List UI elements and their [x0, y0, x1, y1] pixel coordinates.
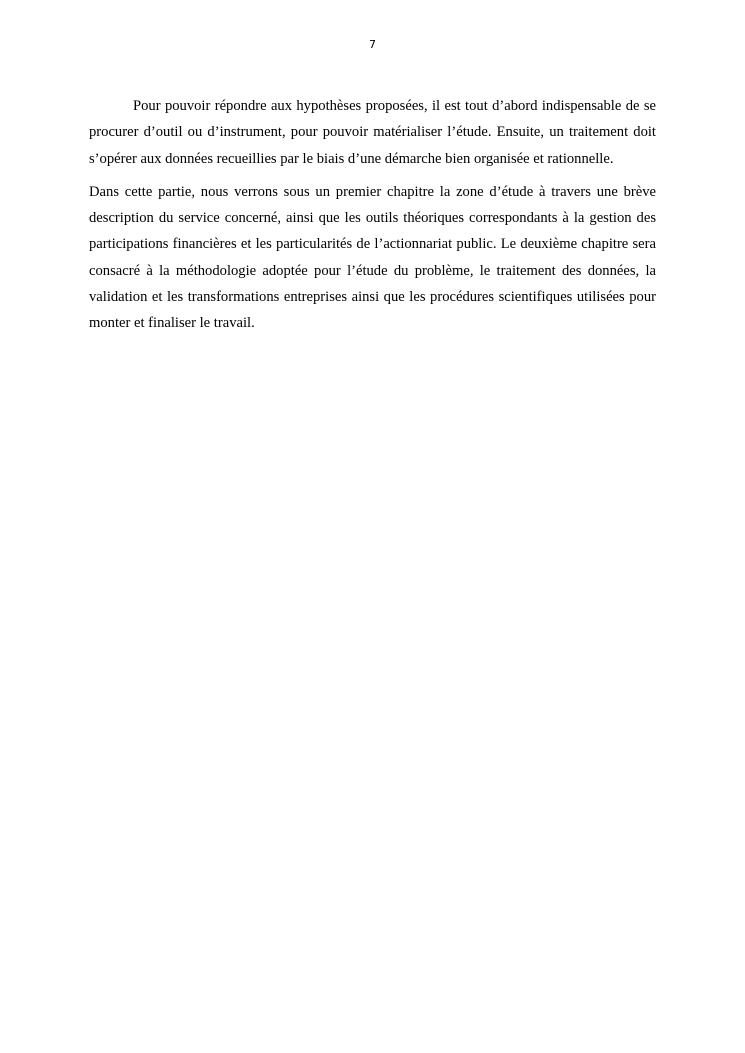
page-number: 7 — [369, 38, 376, 51]
paragraph-introduction: Pour pouvoir répondre aux hypothèses proposées, il est tout d’abord indispensable de se procurer d’outil ou d’instrument, pour pouvoir matérialiser l’étude. Ensuite, un traitement doit s’opérer aux données recueillies par le biais d’une démarche bien organisée et rationnelle. — [89, 98, 656, 167]
body-text — [89, 93, 656, 337]
paragraph-part-overview: Dans cette partie, nous verrons sous un premier chapitre la zone d’étude à travers une brève description du service concerné, ainsi que les outils théoriques correspondants à la gestion des participations financières et les particularités de l’actionnariat public. Le deuxième chapitre sera consacré à la méthodologie adoptée pour l’étude du problème, le traitement des données, la validation et les transformations entreprises ainsi que les procédures scientifiques utilisées pour monter et finaliser le travail. — [89, 183, 656, 332]
